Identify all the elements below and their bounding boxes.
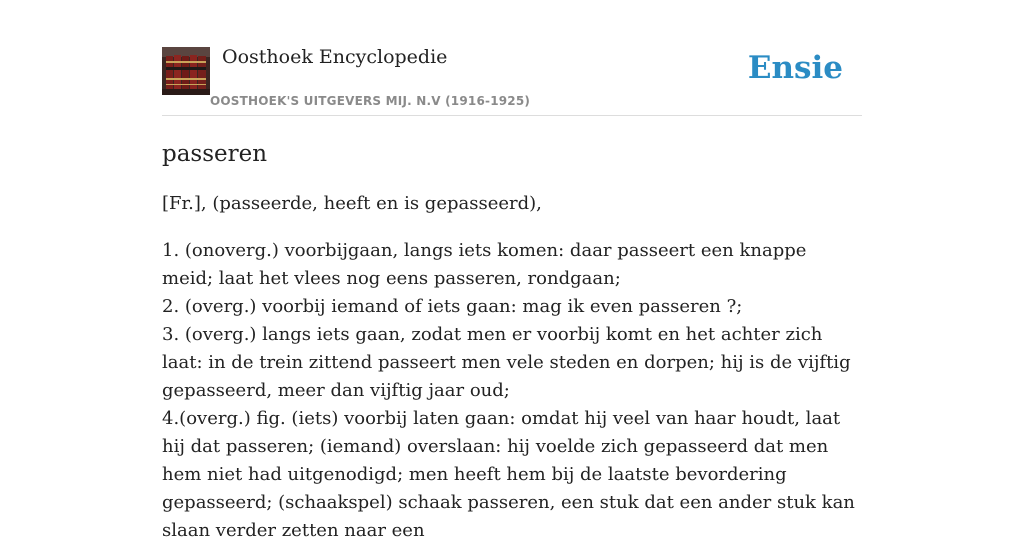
entry-content bbox=[162, 138, 862, 545]
entry-headword: passeren bbox=[162, 141, 268, 167]
definition-item: 1. (onoverg.) voorbijgaan, langs iets komen: daar passeert een knappe meid; laat het vlees nog eens passeren, rondgaan; bbox=[162, 240, 807, 289]
definition-item: 4.(overg.) fig. (iets) voorbij laten gaan: omdat hij veel van haar houdt, laat hij dat passeren; (iemand) overslaan: hij voelde zich gepasseerd dat men hem niet had uitgenodigd; men heeft hem bij de laatste bevordering gepasseerd; (schaakspel) schaak passeren, een stuk dat een ander stuk kan slaan verder zetten naar een bbox=[162, 408, 855, 541]
entry-grammar: [Fr.], (passeerde, heeft en is gepasseerd), bbox=[162, 193, 542, 214]
publisher-label: OOSTHOEK'S UITGEVERS MIJ. N.V (1916-1925) bbox=[210, 94, 531, 108]
definition-item: 2. (overg.) voorbij iemand of iets gaan: mag ik even passeren ?; bbox=[162, 296, 743, 317]
site-header bbox=[162, 46, 862, 116]
ensie-logo-link[interactable]: Ensie bbox=[747, 50, 843, 86]
definition-item: 3. (overg.) langs iets gaan, zodat men er voorbij komt en het achter zich laat: in de trein zittend passeert men vele steden en dorpen; hij is de vijftig gepasseerd, meer dan vijftig jaar oud; bbox=[162, 324, 851, 401]
entry-definitions bbox=[162, 237, 862, 545]
site-title[interactable]: Oosthoek Encyclopedie bbox=[222, 46, 448, 68]
encyclopedia-books-icon[interactable] bbox=[162, 47, 210, 95]
